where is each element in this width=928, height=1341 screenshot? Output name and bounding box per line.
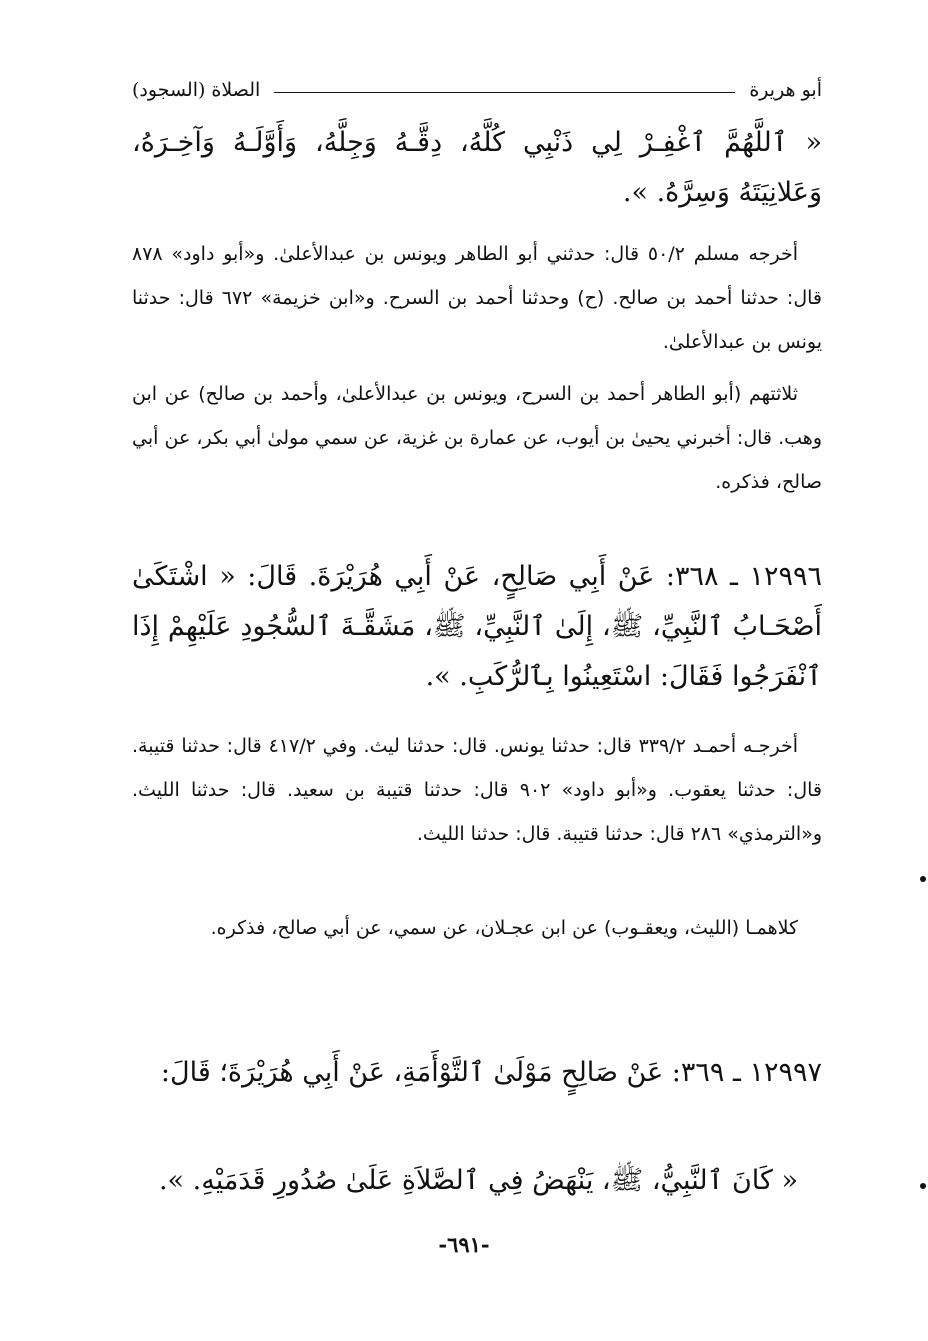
hadith-12996: ١٢٩٩٦ ـ ٣٦٨: عَنْ أَبِي صَالِحٍ، عَنْ أَبِي هُرَيْرَةَ. قَالَ: « اشْتَكَىٰ أَصْحَـابُ ٱلنَّبِيِّ، ﷺ، إِلَىٰ ٱلنَّبِيِّ، ﷺ، مَشَقَّـةَ ٱلسُّجُودِ عَلَيْهِمْ إِذَا ٱنْفَرَجُوا فَقَالَ: اسْتَعِينُوا بِٱلرُّكَبِ. ».: [132, 561, 822, 692]
header-chapter: الصلاة (السجود): [132, 79, 261, 101]
hadith-12997-heading: ١٢٩٩٧ ـ ٣٦٩: عَنْ صَالِحٍ مَوْلَىٰ ٱلتَّوْأَمَةِ، عَنْ أَبِي هُرَيْرَةَ؛ قَالَ:: [160, 1057, 822, 1088]
hadith-12997-text: « كَانَ ٱلنَّبِيُّ، ﷺ، يَنْهَضُ فِي ٱلصَّلاَةِ عَلَىٰ صُدُورِ قَدَمَيْهِ. ».: [158, 1165, 798, 1196]
margin-dot: [920, 1183, 926, 1189]
header-narrator: أبو هريرة: [749, 79, 822, 101]
header-rule: [274, 92, 735, 93]
takhrij-sources-12996: أخرجـه أحمـد ٣٣٩/٢ قال: حدثنا يونس. قال: حدثنا ليث. وفي ٤١٧/٢ قال: حدثنا قتيبة. قال: حدثنا يعقوب. و«أبو داود» ٩٠٢ قال: حدثنا قتيبة بن سعيد. قال: حدثنا الليث. و«الترمذي» ٢٨٦ قال: حدثنا قتيبة. قال: حدثنا الليث.: [132, 735, 823, 845]
running-header: [132, 74, 822, 106]
margin-dot: [920, 876, 926, 882]
takhrij-chain-12996: كلاهمـا (الليث، ويعقـوب) عن ابن عجـلان، عن سمي، عن أبي صالح، فذكره.: [210, 917, 798, 939]
hadith-text-continuation: « ٱللَّهُمَّ ٱغْفِـرْ لِي ذَنْبِي كُلَّهُ، دِقَّـهُ وَجِلَّهُ، وَأَوَّلَـهُ وَآخِـرَهُ، وَعَلانِيَتَهُ وَسِرَّهُ. ».: [132, 127, 822, 208]
page-number: -٦٩١-: [438, 1232, 490, 1257]
takhrij-chain: ثلاثتهم (أبو الطاهر أحمد بن السرح، ويونس بن عبدالأعلىٰ، وأحمد بن صالح) عن ابن وهب. قال: أخبرني يحيىٰ بن أيوب، عن عمارة بن غزية، عن سمي مولىٰ أبي بكر، عن أبي صالح، فذكره.: [132, 383, 822, 493]
takhrij-sources: أخرجه مسلم ٥٠/٢ قال: حدثني أبو الطاهر ويونس بن عبدالأعلىٰ. و«أبو داود» ٨٧٨ قال: حدثنا أحمد بن صالح. (ح) وحدثنا أحمد بن السرح. و«ابن خزيمة» ٦٧٢ قال: حدثنا يونس بن عبدالأعلىٰ.: [132, 243, 823, 353]
